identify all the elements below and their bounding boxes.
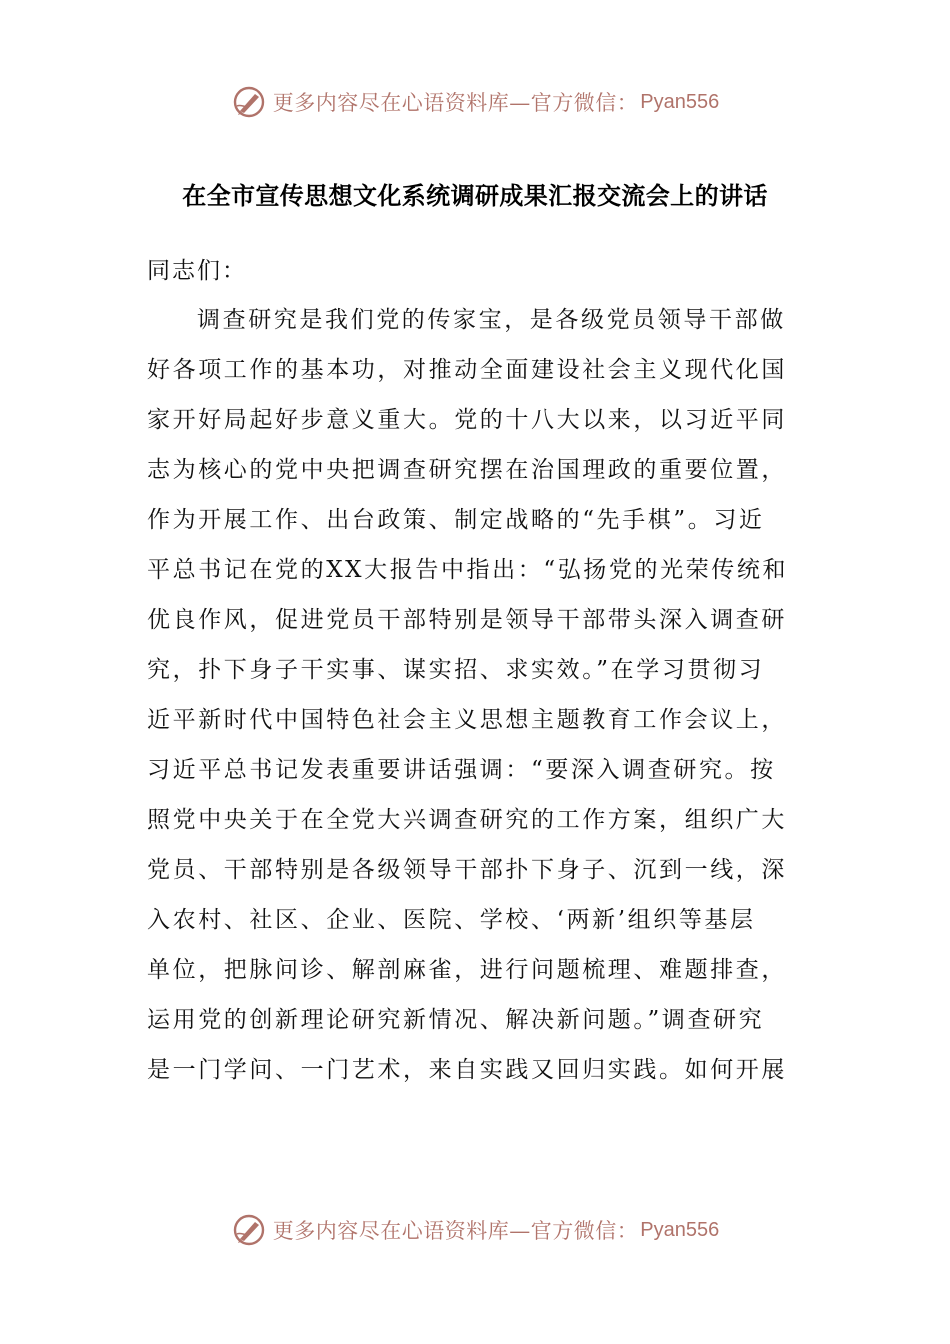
body-line: 是一门学问、一门艺术，来自实践又回归实践。如何开展 xyxy=(147,1057,787,1083)
body-line: 作为开展工作、出台政策、制定战略的“先手棋”。习近 xyxy=(147,507,765,533)
body-line: 好各项工作的基本功，对推动全面建设社会主义现代化国 xyxy=(147,357,787,383)
banner-text: 更多内容尽在心语资料库—官方微信： xyxy=(272,91,639,115)
body-line: 运用党的创新理论研究新情况、解决新问题。”调查研究 xyxy=(147,1007,765,1033)
pen-logo-icon xyxy=(231,1212,267,1248)
body-line: 入农村、社区、企业、医院、学校、‘两新’组织等基层 xyxy=(147,907,756,933)
body-line: 平总书记在党的XX大报告中指出：“弘扬党的光荣传统和 xyxy=(147,557,789,583)
body-line: 志为核心的党中央把调查研究摆在治国理政的重要位置， xyxy=(147,457,787,483)
banner-wechat-id: Pyan556 xyxy=(640,1218,720,1241)
banner-text: 更多内容尽在心语资料库—官方微信： xyxy=(272,1219,639,1243)
body-line: 单位，把脉问诊、解剖麻雀，进行问题梳理、难题排查， xyxy=(147,957,787,983)
header-banner xyxy=(0,80,950,124)
body-line: 究，扑下身子干实事、谋实招、求实效。”在学习贯彻习 xyxy=(147,657,765,683)
body-line: 照党中央关于在全党大兴调查研究的工作方案，组织广大 xyxy=(147,807,787,833)
footer-banner xyxy=(0,1208,950,1252)
body-paragraph xyxy=(147,302,807,1102)
document-title: 在全市宣传思想文化系统调研成果汇报交流会上的讲话 xyxy=(182,182,768,210)
body-line: 家开好局起好步意义重大。党的十八大以来，以习近平同 xyxy=(147,407,787,433)
body-line: 党员、干部特别是各级领导干部扑下身子、沉到一线，深 xyxy=(147,857,787,883)
body-line: 近平新时代中国特色社会主义思想主题教育工作会议上， xyxy=(147,707,787,733)
body-line: 优良作风，促进党员干部特别是领导干部带头深入调查研 xyxy=(147,607,787,633)
salutation: 同志们： xyxy=(147,258,247,284)
pen-logo-icon xyxy=(231,84,267,120)
body-line: 调查研究是我们党的传家宝，是各级党员领导干部做 xyxy=(197,307,786,333)
banner-wechat-id: Pyan556 xyxy=(640,90,720,113)
body-line: 习近平总书记发表重要讲话强调：“要深入调查研究。按 xyxy=(147,757,776,783)
